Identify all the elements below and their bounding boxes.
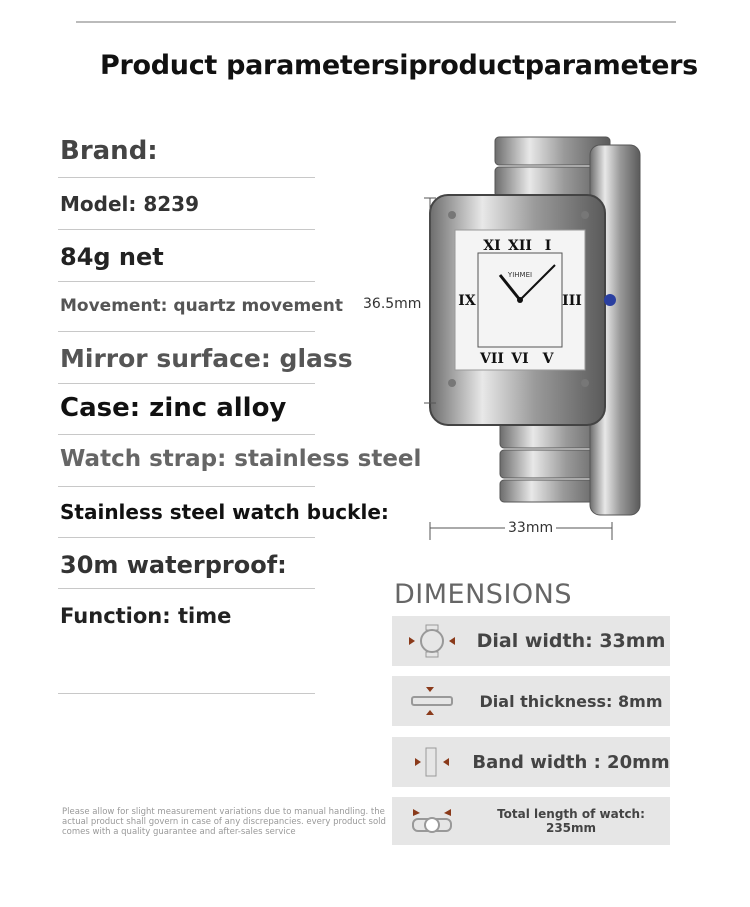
dimension-total-length	[392, 797, 670, 845]
dimension-dial-width	[392, 616, 670, 666]
width-label: 33mm	[505, 520, 556, 536]
svg-text:XI: XI	[483, 238, 501, 254]
band-icon	[392, 744, 472, 780]
height-label: 36.5mm	[363, 296, 422, 312]
svg-text:VII: VII	[480, 351, 504, 367]
spec-movement: Movement: quartz movement	[60, 296, 343, 316]
divider	[58, 281, 315, 282]
dimension-label: Dial thickness: 8mm	[479, 691, 663, 711]
top-divider	[76, 21, 676, 23]
spec-strap: Watch strap: stainless steel	[60, 446, 422, 472]
divider	[58, 229, 315, 230]
svg-text:IX: IX	[458, 293, 476, 309]
divider	[58, 331, 315, 332]
dimension-band-width	[392, 737, 670, 787]
dimensions-title: DIMENSIONS	[394, 579, 572, 610]
divider	[58, 537, 315, 538]
dimension-label: Band width : 20mm	[472, 751, 670, 773]
watch-image	[400, 125, 680, 545]
svg-text:III: III	[562, 293, 582, 309]
spec-case: Case: zinc alloy	[60, 393, 287, 423]
watch-side-icon	[392, 683, 472, 719]
dimension-dial-thickness	[392, 676, 670, 726]
divider	[58, 434, 315, 435]
disclaimer-note: Please allow for slight measurement variations due to manual handling. the actual product shall govern in case of any discrepancies. every product sold comes with a quality guarantee and after-sales service	[62, 807, 386, 837]
spec-waterproof: 30m waterproof:	[60, 551, 287, 579]
spec-brand: Brand:	[60, 136, 158, 166]
spec-mirror: Mirror surface: glass	[60, 344, 353, 373]
divider	[58, 693, 315, 694]
spec-buckle: Stainless steel watch buckle:	[60, 500, 389, 524]
dimension-label: Dial width: 33mm	[476, 630, 666, 652]
svg-text:VI: VI	[511, 351, 529, 367]
spec-function: Function: time	[60, 604, 232, 628]
dial-brand: YIHMEI	[507, 271, 533, 279]
spec-model: Model: 8239	[60, 192, 200, 216]
svg-text:I: I	[544, 238, 552, 254]
divider	[58, 177, 315, 178]
divider	[58, 383, 315, 384]
spec-weight: 84g net	[60, 243, 164, 271]
page-title: Product parametersiproductparameters	[100, 50, 698, 81]
watch-face-icon	[392, 623, 472, 659]
svg-text:V: V	[542, 351, 554, 367]
watch-length-icon	[392, 803, 472, 839]
dimension-label: Total length of watch: 235mm	[497, 807, 645, 835]
divider	[58, 588, 315, 589]
svg-text:XII: XII	[508, 238, 532, 254]
divider	[58, 486, 315, 487]
